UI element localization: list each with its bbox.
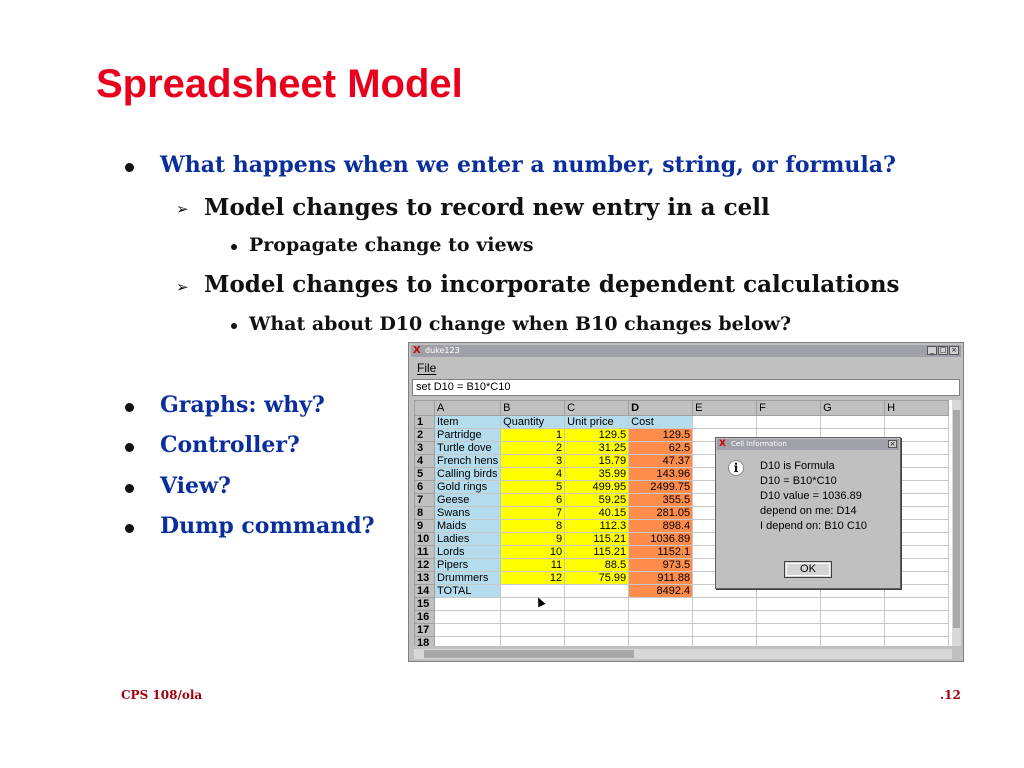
row-header[interactable]: 2	[415, 429, 435, 442]
cell-a[interactable]: Drummers	[435, 572, 501, 585]
empty-cell[interactable]	[885, 637, 949, 647]
cell-d[interactable]: 2499.75	[629, 481, 693, 494]
arrow-bullet-icon: ➢	[176, 200, 189, 218]
empty-cell[interactable]	[885, 611, 949, 624]
window-titlebar[interactable]	[411, 345, 961, 357]
horizontal-scrollbar[interactable]	[414, 649, 952, 659]
minimize-button[interactable]: _	[927, 346, 937, 355]
cell-c[interactable]: 15.79	[565, 455, 629, 468]
cell-d[interactable]	[629, 598, 693, 611]
cell-d[interactable]	[629, 637, 693, 647]
dialog-close-button[interactable]: ×	[889, 440, 896, 448]
bullet-question-3: Controller?	[160, 432, 300, 458]
cell-b[interactable]: 2	[501, 442, 565, 455]
sub-bullet-1: Model changes to record new entry in a cell	[204, 194, 770, 221]
cell-d[interactable]	[629, 611, 693, 624]
cell-a[interactable]: TOTAL	[435, 585, 501, 598]
row-header[interactable]: 16	[415, 611, 435, 624]
dialog-titlebar[interactable]	[717, 439, 899, 450]
cell-b[interactable]	[501, 624, 565, 637]
empty-cell[interactable]	[693, 598, 757, 611]
bullet-dot	[125, 403, 134, 412]
cell-d[interactable]: 129.5	[629, 429, 693, 442]
cell-a[interactable]: Gold rings	[435, 481, 501, 494]
vertical-scroll-thumb[interactable]	[953, 410, 960, 628]
row-header[interactable]: 6	[415, 481, 435, 494]
column-header[interactable]: H	[885, 401, 949, 416]
bullet-dot	[125, 484, 134, 493]
row-header[interactable]: 9	[415, 520, 435, 533]
close-button[interactable]: ×	[949, 346, 959, 355]
cell-a[interactable]: Geese	[435, 494, 501, 507]
cell-a[interactable]: Swans	[435, 507, 501, 520]
bullet-dot	[125, 163, 134, 172]
small-bullet-dot	[231, 244, 237, 250]
empty-cell[interactable]	[821, 624, 885, 637]
cell-b[interactable]	[501, 598, 565, 611]
row-header[interactable]: 10	[415, 533, 435, 546]
empty-cell[interactable]	[757, 637, 821, 647]
empty-cell[interactable]	[885, 598, 949, 611]
cell-c[interactable]: 40.15	[565, 507, 629, 520]
cell-c[interactable]: 31.25	[565, 442, 629, 455]
row-header[interactable]: 12	[415, 559, 435, 572]
bullet-question-5: Dump command?	[160, 513, 375, 539]
x-logo-icon: X	[719, 439, 726, 449]
cell-a[interactable]: Pipers	[435, 559, 501, 572]
empty-cell[interactable]	[885, 624, 949, 637]
dialog-line: D10 value = 1036.89	[760, 490, 862, 502]
small-bullet-dot	[231, 323, 237, 329]
cell-b[interactable]: 6	[501, 494, 565, 507]
cell-c[interactable]	[565, 598, 629, 611]
cell-b[interactable]	[501, 637, 565, 647]
cell-c[interactable]: 75.99	[565, 572, 629, 585]
cell-b[interactable]: Quantity	[501, 416, 565, 429]
cell-d[interactable]: 911.88	[629, 572, 693, 585]
cell-d[interactable]: 1152.1	[629, 546, 693, 559]
cell-b[interactable]: 12	[501, 572, 565, 585]
table-row	[415, 611, 949, 624]
menubar	[411, 359, 961, 377]
slide-number: .12	[940, 688, 961, 702]
cell-b[interactable]	[501, 611, 565, 624]
cell-b[interactable]: 3	[501, 455, 565, 468]
corner-header[interactable]	[415, 401, 435, 416]
cell-a[interactable]	[435, 598, 501, 611]
row-header[interactable]: 5	[415, 468, 435, 481]
empty-cell[interactable]	[821, 416, 885, 429]
empty-cell[interactable]	[885, 416, 949, 429]
row-header[interactable]: 15	[415, 598, 435, 611]
cell-b[interactable]: 10	[501, 546, 565, 559]
cell-b[interactable]: 9	[501, 533, 565, 546]
vertical-scrollbar[interactable]	[952, 400, 961, 646]
cell-c[interactable]: 499.95	[565, 481, 629, 494]
cell-b[interactable]	[501, 585, 565, 598]
cell-c[interactable]: 115.21	[565, 533, 629, 546]
cell-d[interactable]	[629, 624, 693, 637]
column-header[interactable]: B	[501, 401, 565, 416]
row-header[interactable]: 1	[415, 416, 435, 429]
sub-sub-bullet-1: Propagate change to views	[249, 234, 534, 256]
cell-b[interactable]: 11	[501, 559, 565, 572]
info-icon: i	[728, 460, 744, 476]
cell-c[interactable]: Unit price	[565, 416, 629, 429]
dialog-line: D10 = B10*C10	[760, 475, 837, 487]
column-header[interactable]: D	[629, 401, 693, 416]
cell-a[interactable]: Lords	[435, 546, 501, 559]
cell-c[interactable]	[565, 637, 629, 647]
formula-input[interactable]: set D10 = B10*C10	[412, 379, 960, 396]
cell-c[interactable]: 112.3	[565, 520, 629, 533]
empty-cell[interactable]	[693, 637, 757, 647]
bullet-question-2: Graphs: why?	[160, 392, 325, 418]
row-header[interactable]: 4	[415, 455, 435, 468]
cell-d[interactable]: 143.96	[629, 468, 693, 481]
row-header[interactable]: 7	[415, 494, 435, 507]
column-header[interactable]: G	[821, 401, 885, 416]
empty-cell[interactable]	[693, 611, 757, 624]
cell-a[interactable]: Turtle dove	[435, 442, 501, 455]
x-logo-icon: X	[413, 345, 421, 356]
cell-b[interactable]: 1	[501, 429, 565, 442]
arrow-bullet-icon: ➢	[176, 278, 189, 296]
cell-d[interactable]: 1036.89	[629, 533, 693, 546]
cell-c[interactable]: 115.21	[565, 546, 629, 559]
column-header[interactable]: E	[693, 401, 757, 416]
empty-cell[interactable]	[821, 611, 885, 624]
cell-d[interactable]: 898.4	[629, 520, 693, 533]
cell-d[interactable]: 355.5	[629, 494, 693, 507]
table-row	[415, 598, 949, 611]
row-header[interactable]: 3	[415, 442, 435, 455]
dialog-line: depend on me: D14	[760, 505, 857, 517]
ok-button[interactable]: OK	[784, 561, 832, 578]
row-header[interactable]: 8	[415, 507, 435, 520]
horizontal-scroll-thumb[interactable]	[424, 650, 634, 658]
cell-d[interactable]: 281.05	[629, 507, 693, 520]
empty-cell[interactable]	[757, 624, 821, 637]
row-header[interactable]: 11	[415, 546, 435, 559]
bullet-dot	[125, 443, 134, 452]
column-header[interactable]: F	[757, 401, 821, 416]
cell-b[interactable]: 5	[501, 481, 565, 494]
cell-a[interactable]: Partridge	[435, 429, 501, 442]
row-header[interactable]: 13	[415, 572, 435, 585]
bullet-dot	[125, 524, 134, 533]
cell-a[interactable]: Maids	[435, 520, 501, 533]
cell-a[interactable]	[435, 611, 501, 624]
row-header[interactable]: 18	[415, 637, 435, 647]
cell-c[interactable]: 59.25	[565, 494, 629, 507]
cell-c[interactable]	[565, 585, 629, 598]
cell-d[interactable]: 62.5	[629, 442, 693, 455]
cell-c[interactable]: 88.5	[565, 559, 629, 572]
footer-course: CPS 108/ola	[121, 688, 203, 702]
table-row	[415, 624, 949, 637]
empty-cell[interactable]	[757, 416, 821, 429]
bullet-question-1: What happens when we enter a number, string, or formula?	[160, 152, 896, 178]
cell-c[interactable]	[565, 611, 629, 624]
menu-file[interactable]: File	[417, 361, 437, 375]
bullet-question-4: View?	[160, 473, 231, 499]
table-row	[415, 637, 949, 647]
empty-cell[interactable]	[821, 598, 885, 611]
dialog-line: I depend on: B10 C10	[760, 520, 868, 532]
empty-cell[interactable]	[757, 611, 821, 624]
cell-a[interactable]: Ladies	[435, 533, 501, 546]
cell-d[interactable]: 47.37	[629, 455, 693, 468]
cell-information-dialog	[715, 437, 901, 589]
cell-a[interactable]	[435, 624, 501, 637]
slide-title: Spreadsheet Model	[96, 62, 463, 106]
window-title: duke123	[425, 346, 460, 355]
empty-cell[interactable]	[757, 598, 821, 611]
cell-d[interactable]: 8492.4	[629, 585, 693, 598]
cell-d[interactable]: 973.5	[629, 559, 693, 572]
row-header[interactable]: 17	[415, 624, 435, 637]
cell-b[interactable]: 7	[501, 507, 565, 520]
sub-bullet-2: Model changes to incorporate dependent calculations	[204, 271, 900, 298]
empty-cell[interactable]	[821, 637, 885, 647]
cell-a[interactable]: Item	[435, 416, 501, 429]
empty-cell[interactable]	[693, 416, 757, 429]
cell-c[interactable]	[565, 624, 629, 637]
column-header[interactable]: C	[565, 401, 629, 416]
row-header[interactable]: 14	[415, 585, 435, 598]
cell-d[interactable]: Cost	[629, 416, 693, 429]
empty-cell[interactable]	[693, 624, 757, 637]
column-header[interactable]: A	[435, 401, 501, 416]
cell-c[interactable]: 129.5	[565, 429, 629, 442]
cell-b[interactable]: 4	[501, 468, 565, 481]
dialog-line: D10 is Formula	[760, 460, 835, 472]
maximize-button[interactable]: □	[939, 346, 947, 354]
cell-a[interactable]	[435, 637, 501, 647]
cell-a[interactable]: French hens	[435, 455, 501, 468]
cell-b[interactable]: 8	[501, 520, 565, 533]
sub-sub-bullet-2: What about D10 change when B10 changes below?	[249, 313, 792, 335]
cell-c[interactable]: 35.99	[565, 468, 629, 481]
dialog-title: Cell Information	[731, 440, 787, 448]
cell-a[interactable]: Calling birds	[435, 468, 501, 481]
table-row	[415, 416, 949, 429]
